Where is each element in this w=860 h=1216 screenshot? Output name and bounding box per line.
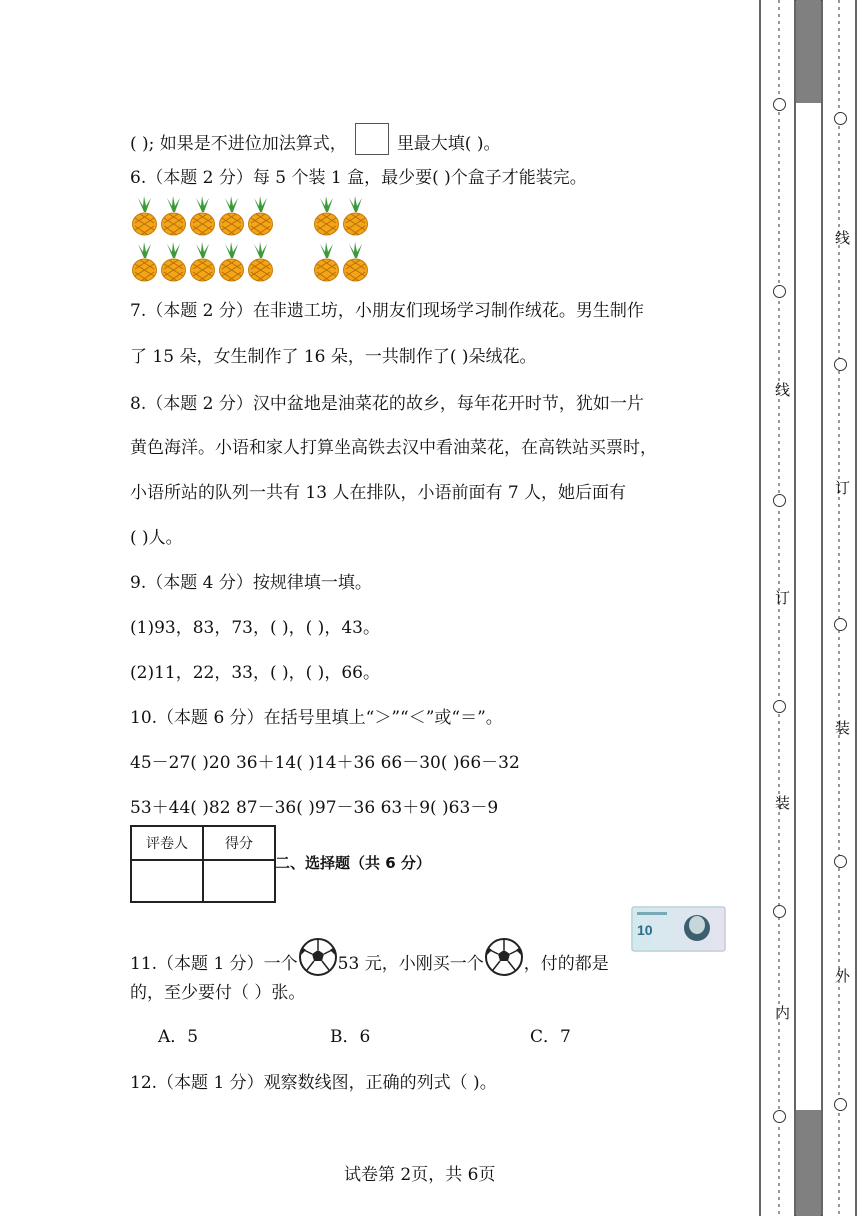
score-cell — [203, 860, 275, 902]
soccer-ball-icon — [484, 937, 524, 977]
soccer-ball-icon — [298, 937, 338, 977]
margin-hole-icon — [834, 1098, 847, 1111]
margin-hole-icon — [773, 905, 786, 918]
q11-part3: ，付的都是 — [523, 954, 609, 974]
banknote-icon — [631, 906, 726, 952]
question-10-title: 10.（本题 6 分）在括号里填上“＞”“＜”或“＝”。 — [130, 708, 503, 728]
option-a[interactable]: A．5 — [158, 1027, 199, 1047]
question-7-line-2: 了 15 朵，女生制作了 16 朵，一共制作了( )朵绒花。 — [130, 347, 537, 367]
pineapple-icon — [246, 242, 275, 282]
pineapple-row-2 — [130, 242, 370, 282]
inner-label-bind: 订 — [773, 590, 791, 605]
pineapple-icon — [312, 196, 341, 236]
q5-part3: )。 — [471, 134, 501, 154]
option-c[interactable]: C．7 — [530, 1027, 571, 1047]
pineapple-icon — [159, 242, 188, 282]
margin-hole-icon — [834, 358, 847, 371]
pineapple-icon — [341, 196, 370, 236]
margin-hole-icon — [773, 285, 786, 298]
margin-hole-icon — [773, 1110, 786, 1123]
q11-part1: 11.（本题 1 分）一个 — [130, 954, 298, 974]
q5-part1: ( ); 如果是不进位加法算式， — [130, 134, 347, 154]
outer-label-line: 线 — [833, 230, 851, 245]
question-11-line-1 — [130, 937, 609, 977]
question-8-line-3: 小语所站的队列一共有 13 人在排队，小语前面有 7 人，她后面有 — [130, 483, 627, 503]
question-8-line-2: 黄色海洋。小语和家人打算坐高铁去汉中看油菜花，在高铁站买票时， — [130, 438, 657, 458]
pineapple-icon — [217, 242, 246, 282]
margin-hole-icon — [834, 112, 847, 125]
pineapple-icon — [130, 196, 159, 236]
margin-hole-icon — [834, 855, 847, 868]
q11-part2: 53 元，小刚买一个 — [337, 954, 484, 974]
section-title: 二、选择题（共 6 分） — [275, 854, 431, 872]
pineapple-icon — [130, 242, 159, 282]
question-9-line-1: (1)93，83，73，( )，( )，43。 — [130, 618, 380, 638]
outer-label-outside: 外 — [833, 968, 851, 983]
question-9-title: 9.（本题 4 分）按规律填一填。 — [130, 573, 372, 593]
question-12: 12.（本题 1 分）观察数线图，正确的列式（ )。 — [130, 1073, 497, 1093]
question-8-line-1: 8.（本题 2 分）汉中盆地是油菜花的故乡，每年花开时节，犹如一片 — [130, 394, 644, 414]
margin-hole-icon — [773, 494, 786, 507]
margin-hole-icon — [773, 700, 786, 713]
inner-label-inside: 内 — [773, 1005, 791, 1020]
question-8-line-4: ( )人。 — [130, 528, 183, 548]
question-6: 6.（本题 2 分）每 5 个装 1 盒，最少要( )个盒子才能装完。 — [130, 168, 587, 188]
grader-cell — [131, 860, 203, 902]
pineapple-icon — [159, 196, 188, 236]
question-9-line-2: (2)11，22，33，( )，( )，66。 — [130, 663, 380, 683]
pineapple-icon — [188, 242, 217, 282]
pineapple-icon — [188, 196, 217, 236]
binding-margin — [758, 0, 860, 1216]
question-10-row-1: 45－27( )20 36＋14( )14＋36 66－30( )66－32 — [130, 753, 520, 773]
option-b[interactable]: B．6 — [330, 1027, 371, 1047]
q5-part2: 里最大填( — [396, 134, 472, 154]
margin-hole-icon — [834, 618, 847, 631]
inner-label-line: 线 — [773, 382, 791, 397]
question-7-line-1: 7.（本题 2 分）在非遗工坊，小朋友们现场学习制作绒花。男生制作 — [130, 301, 644, 321]
outer-label-bind: 订 — [833, 480, 851, 495]
pineapple-icon — [246, 196, 275, 236]
q5-continuation — [130, 123, 501, 155]
answer-box-icon — [355, 123, 389, 155]
inner-label-pack: 装 — [773, 795, 791, 810]
outer-label-pack: 装 — [833, 720, 851, 735]
pineapple-icon — [341, 242, 370, 282]
banknote-value: 10 — [637, 922, 653, 938]
margin-hole-icon — [773, 98, 786, 111]
score-header: 得分 — [203, 826, 275, 860]
pineapple-row-1 — [130, 196, 370, 236]
grader-table — [130, 825, 276, 903]
question-11-line-2: 的，至少要付（ ）张。 — [130, 983, 306, 1003]
question-10-row-2: 53＋44( )82 87－36( )97－36 63＋9( )63－9 — [130, 798, 499, 818]
grader-header: 评卷人 — [131, 826, 203, 860]
page-footer: 试卷第 2页，共 6页 — [344, 1165, 496, 1185]
pineapple-icon — [312, 242, 341, 282]
pineapple-icon — [217, 196, 246, 236]
